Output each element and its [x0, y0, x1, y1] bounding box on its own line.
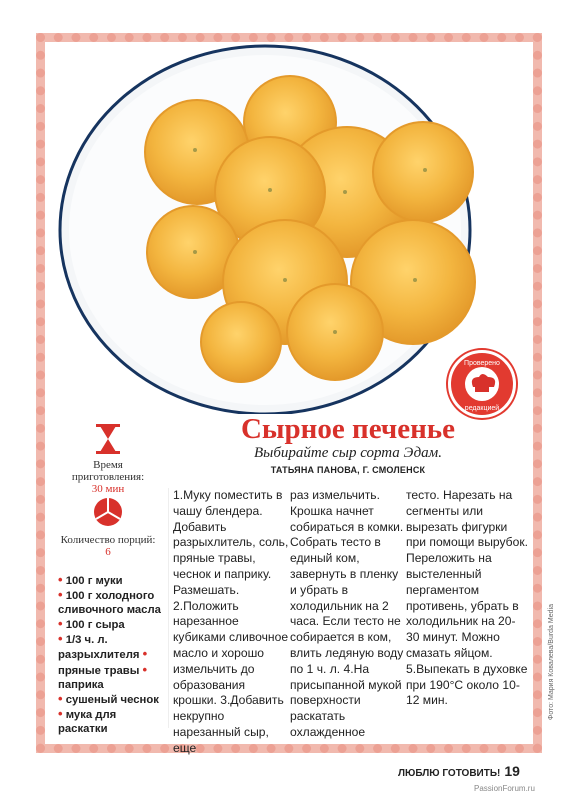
chef-hat-icon — [451, 353, 513, 415]
badge-line2: редакцией — [464, 405, 500, 412]
ingredient-item: паприка — [58, 678, 104, 691]
forum-watermark: PassionForum.ru — [474, 784, 535, 793]
recipe-subtitle: Выбирайте сыр сорта Эдам. — [254, 445, 442, 461]
time-value: 30 мин — [91, 483, 125, 495]
verified-badge — [448, 350, 516, 418]
ingredient-item: пряные травы — [58, 664, 140, 677]
steps-column-3: тесто. Нарезать на сегменты или вырезать фигурки при помощи вырубок. Переложить на выстеленный пергаментом противень, убрать в холодильник на 20-30 минут. Можно смазать яйцом. 5.Выпекать в духовке при 190°С около 10-12 мин. — [406, 488, 528, 708]
steps-column-2: раз измельчить. Крошка начнет собираться в комки. Собрать тесто в единый ком, завернуть в пленку и убрать в холодильник на 2 часа. Если тесто не собирается в ком, влить ледяную воду по 1 ч. л. 4.На присыпанной мукой поверхности раскатать охлажденное — [290, 488, 404, 739]
recipe-info — [58, 424, 158, 558]
recipe-title: Сырное печенье — [240, 413, 456, 445]
time-label: Время приготовления: — [71, 459, 145, 483]
ingredient-item: сушеный чеснок — [65, 693, 159, 706]
portions-value: 6 — [105, 546, 111, 558]
ingredient-item: 100 г муки — [65, 575, 123, 587]
ingredient-item: 100 г холодного сливочного масла — [58, 590, 161, 617]
ingredient-item: мука для раскатки — [58, 708, 117, 735]
magazine-name: ЛЮБЛЮ ГОТОВИТЬ! — [398, 768, 501, 779]
photo-credit: Фото: Мария Ковалева/Burda Media — [548, 604, 555, 720]
ingredient-item: 100 г сыра — [65, 619, 125, 632]
hourglass-icon — [88, 424, 128, 454]
pizza-icon — [88, 495, 128, 529]
portions-label: Количество порций: — [60, 534, 156, 546]
divider — [168, 488, 169, 728]
ingredients-list: • 100 г муки • 100 г холодного сливочного масла • 100 г сыра • 1/3 ч. л. разрыхлителя • пряные травы • паприка • сушеный чеснок • мука для раскатки — [58, 572, 161, 735]
page-footer — [398, 763, 520, 779]
page-number: 19 — [504, 763, 520, 779]
recipe-author: ТАТЬЯНА ПАНОВА, Г. СМОЛЕНСК — [270, 465, 426, 475]
ingredient-item: 1/3 ч. л. разрыхлителя — [58, 634, 140, 662]
steps-column-1: 1.Муку поместить в чашу блендера. Добавить разрыхлитель, соль, пряные травы, чеснок и паприку. Размешать. 2.Положить нарезанное кубиками сливочное масло и хорошо измельчить до образования крошки. 3.Добавить некрупно нарезанный сыр, еще — [173, 488, 289, 755]
badge-line1: Проверено — [464, 360, 500, 367]
